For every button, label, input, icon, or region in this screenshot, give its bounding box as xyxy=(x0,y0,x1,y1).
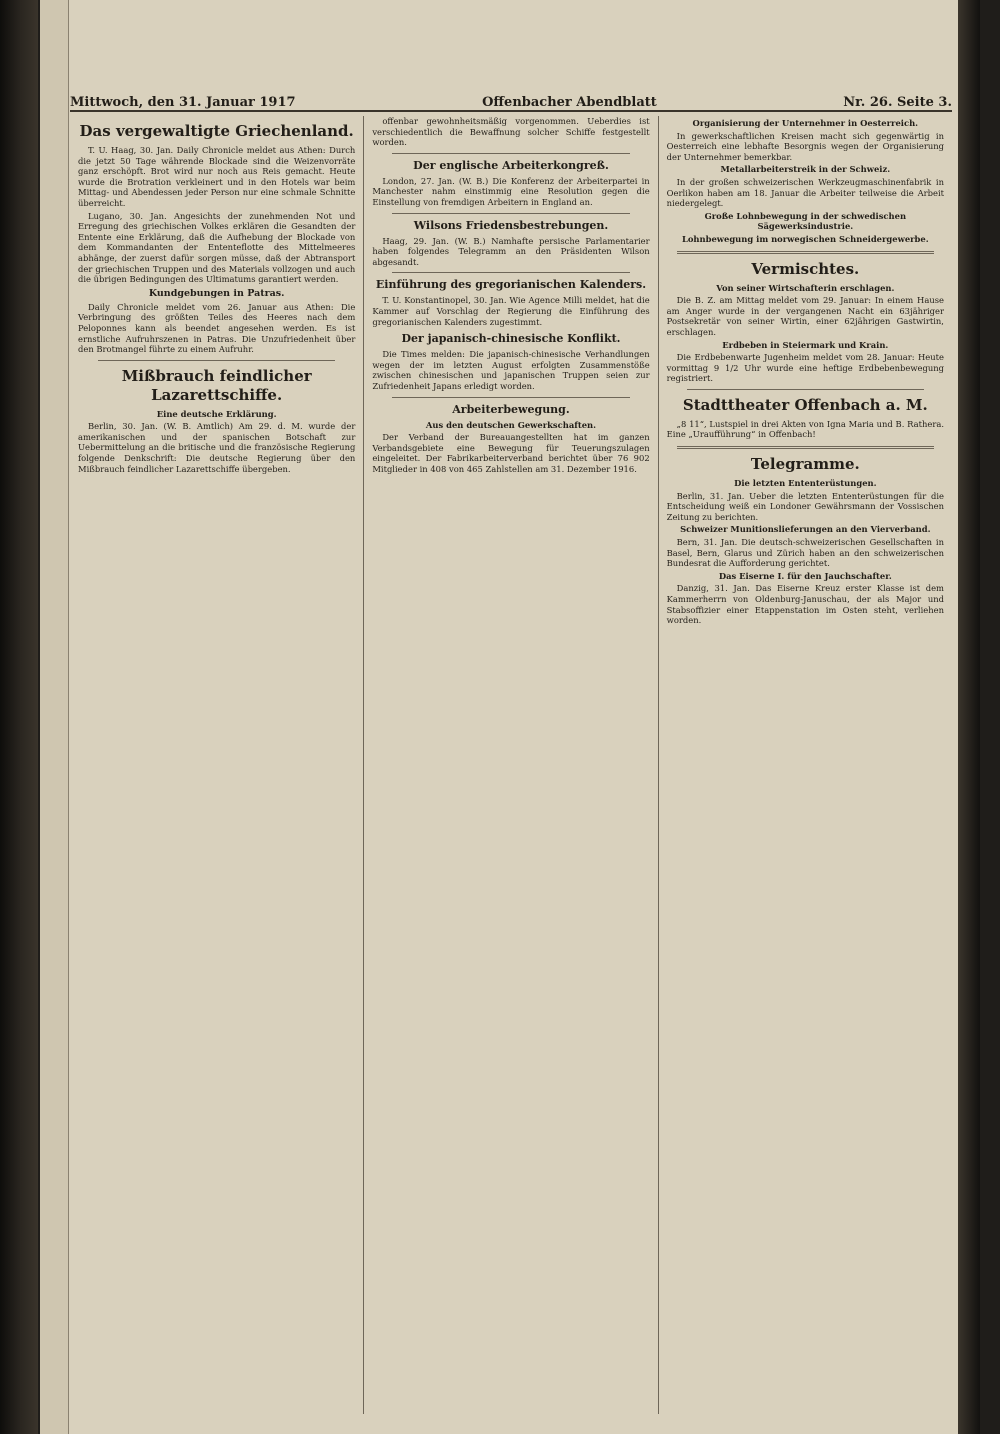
masthead-page: Nr. 26. Seite 3. xyxy=(843,95,952,110)
article-text: Berlin, 30. Jan. (W. B. Amtlich) Am 29. d. M. wurde der amerikanischen und der spanischen Botschaft zur Uebermittelung an die britische und die französische Regierung folgende Denkschrift: Die deutsche Regierung über den Mißbrauch feindlicher Lazarettschiffe übergeben. xyxy=(78,421,356,474)
subheadline: Aus den deutschen Gewerkschaften. xyxy=(425,419,597,430)
divider xyxy=(687,389,924,390)
column-3 xyxy=(659,116,952,1414)
previous-page-strip xyxy=(40,0,69,1434)
newspaper-page xyxy=(40,0,980,1434)
divider xyxy=(392,397,629,398)
book-spine xyxy=(0,0,38,1434)
article-text: Die Times melden: Die japanisch-chinesische Verhandlungen wegen der im letzten August erfolgten Zusammenstöße zwischen chinesischen und japanischen Truppen seien zur Zufriedenheit Japans erledigt worden. xyxy=(372,349,650,391)
headline-labor: Arbeiterbewegung. xyxy=(452,402,570,416)
headline-austria: Organisierung der Unternehmer in Oesterreich. xyxy=(692,118,919,128)
masthead xyxy=(70,88,952,112)
page-edge xyxy=(958,0,980,1434)
divider xyxy=(677,251,934,254)
headline-abuse: Mißbrauch feindlicher Lazarettschiffe. xyxy=(121,366,312,404)
article-text: Die B. Z. am Mittag meldet vom 29. Januar: In einem Hause am Anger wurde in der vergangenen Nacht ein 63jähriger Postsekretär von seiner Wirtin, einer 62jährigen Gastwirtin, erschlagen. xyxy=(666,295,944,337)
headline-theatre: Stadttheater Offenbach a. M. xyxy=(682,395,928,414)
headline-patras: Kundgebungen in Patras. xyxy=(148,287,285,299)
columns xyxy=(70,116,952,1414)
headline-murder: Von seiner Wirtschafterin erschlagen. xyxy=(716,282,895,293)
article-text: „8 11“, Lustspiel in drei Akten von Igna Maria und B. Rathera. Eine „Uraufführung“ in Offenbach! xyxy=(666,418,944,440)
article-text: In gewerkschaftlichen Kreisen macht sich gegenwärtig in Oesterreich eine lebhafte Besorgnis wegen der Organisierung der Unternehmer bemerkbar. xyxy=(666,130,944,162)
article-text: T. U. Konstantinopel, 30. Jan. Wie Agence Milli meldet, hat die Kammer auf Vorschlag der Regierung die Einführung des gregorianischen Kalenders zugestimmt. xyxy=(372,295,650,327)
headline-quake: Erdbeben in Steiermark und Krain. xyxy=(722,339,889,350)
article-text: In der großen schweizerischen Werkzeugmaschinenfabrik in Oerlikon haben am 18. Januar die Arbeiter teilweise die Arbeit niedergelegt. xyxy=(666,176,944,209)
masthead-paper: Offenbacher Abendblatt xyxy=(482,95,657,110)
divider xyxy=(677,446,934,449)
article-text: Danzig, 31. Jan. Das Eiserne Kreuz erster Klasse ist dem Kammerherrn von Oldenburg-Januschau, der als Major und Stabsoffizier einer Etappenstation im Osten steht, verliehen worden. xyxy=(666,583,944,626)
divider xyxy=(98,360,335,361)
article-text: Bern, 31. Jan. Die deutsch-schweizerischen Gesellschaften in Basel, Bern, Glarus und Zürich haben an den schweizerischen Bundesrat die Aufforderung gerichtet. xyxy=(666,537,944,569)
subheadline: Eine deutsche Erklärung. xyxy=(156,408,277,419)
article-text: Daily Chronicle meldet vom 26. Januar aus Athen: Die Verbringung des größten Teiles des Heeres nach dem Peloponnes kann als beendet angesehen werden. Es ist ernstliche Aufruhrszenen in Patras. Die Unzufriedenheit über den Brotmangel führte zu einem Aufruhr. xyxy=(78,301,356,355)
column-2 xyxy=(364,116,658,1414)
headline-misc: Vermischtes. xyxy=(751,259,860,278)
article-text: Der Verband der Bureauangestellten hat im ganzen Verbandsgebiete eine Bewegung für Teuerungszulagen eingeleitet. Der Fabrikarbeiterverband berichtet über 76 902 Mitglieder in 408 von 465 Zahlstellen am 31. Dezember 1916. xyxy=(372,432,650,474)
column-1 xyxy=(70,116,364,1414)
headline-japan: Der japanisch-chinesische Konflikt. xyxy=(401,332,621,346)
masthead-date: Mittwoch, den 31. Januar 1917 xyxy=(70,95,296,110)
headline-metal: Metallarbeiterstreik in der Schweiz. xyxy=(720,164,891,175)
headline-telegrams: Telegramme. xyxy=(750,455,860,474)
headline-sweden: Große Lohnbewegung in der schwedischen Sägewerksindustrie. xyxy=(704,210,907,232)
headline-calendar: Einführung des gregorianischen Kalenders. xyxy=(375,278,647,292)
divider xyxy=(392,272,629,273)
article-text: Lugano, 30. Jan. Angesichts der zunehmenden Not und Erregung des griechischen Volkes erklären die Gesandten der Entente eine Erklärung, daß die Aufhebung der Blockade von dem Kommandanten der Ententeflotte des Mittelmeeres abhänge, der zuerst dafür sorgen müsse, daß der Abtransport der griechischen Truppen und des Materials vollzogen und auch die übrigen Bedingungen des Ultimatums garantiert werden. xyxy=(78,210,356,285)
headline-swiss: Schweizer Munitionslieferungen an den Vierverband. xyxy=(680,524,931,535)
article-text: London, 27. Jan. (W. B.) Die Konferenz der Arbeiterpartei in Manchester nahm einstimmig eine Resolution gegen die Einstellung von fremdigen Arbeitern in England an. xyxy=(372,175,650,207)
headline-entente: Die letzten Ententerüstungen. xyxy=(734,478,877,489)
divider xyxy=(392,153,629,154)
headline-norway: Lohnbewegung im norwegischen Schneidergewerbe. xyxy=(681,233,929,244)
headline-congress: Der englische Arbeiterkongreß. xyxy=(413,158,609,172)
article-text: Haag, 29. Jan. (W. B.) Namhafte persische Parlamentarier haben folgendes Telegramm an den Präsidenten Wilson abgesandt. xyxy=(372,235,650,267)
headline-greece: Das vergewaltigte Griechenland. xyxy=(79,122,354,140)
divider xyxy=(392,213,629,214)
article-text: T. U. Haag, 30. Jan. Daily Chronicle meldet aus Athen: Durch die jetzt 50 Tage währende Blockade sind die Weizenvorräte ganz erschöpft. Brot wird nur noch aus Reis gemacht. Heute wurde die Brotration verkleinert und in den Hotels war beim Mittag- und Abendessen jeder Person nur eine schmale Schnitte überreicht. xyxy=(78,145,356,208)
headline-wilson: Wilsons Friedensbestrebungen. xyxy=(413,218,609,232)
article-text: Berlin, 31. Jan. Ueber die letzten Ententerüstungen für die Entscheidung weiß ein Londoner Gewährsmann der Vossischen Zeitung zu berichten. xyxy=(666,490,944,522)
headline-iron-cross: Das Eiserne I. für den Jauchschafter. xyxy=(718,570,892,581)
article-text: offenbar gewohnheitsmäßig vorgenommen. Ueberdies ist verschiedentlich die Bewaffnung solcher Schiffe festgestellt worden. xyxy=(372,116,650,148)
article-text: Die Erdbebenwarte Jugenheim meldet vom 28. Januar: Heute vormittag 9 1/2 Uhr wurde eine heftige Erdbebenbewegung registriert. xyxy=(666,352,944,384)
